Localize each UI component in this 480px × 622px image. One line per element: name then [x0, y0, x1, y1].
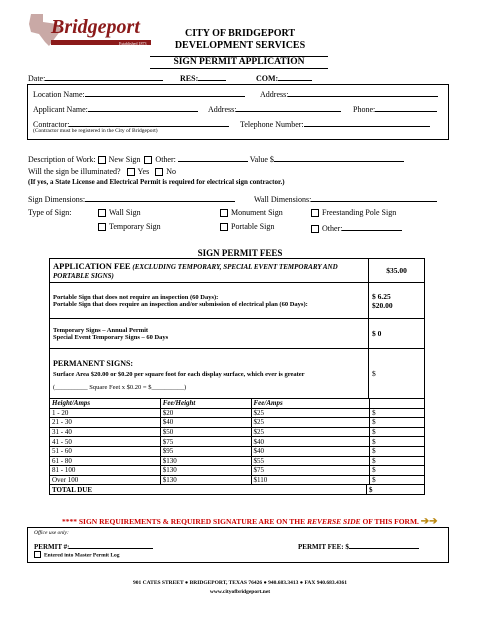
- temporary-amount: $ 0: [369, 319, 425, 349]
- fee-amps-cell: $40: [251, 437, 370, 447]
- other-work-checkbox[interactable]: [144, 156, 152, 164]
- type-of-sign-label: Type of Sign:: [28, 208, 72, 217]
- amps-header-height: Height/Amps: [50, 399, 161, 408]
- application-fee-row: [50, 259, 425, 283]
- other-sign-option[interactable]: [311, 222, 402, 234]
- telephone-field[interactable]: [240, 118, 430, 129]
- permanent-signs-desc: Surface Area $20.00 or $0.20 per square foot for each display surface, which ever is greater: [53, 370, 305, 378]
- fee-height-cell: $95: [160, 446, 251, 456]
- amps-range-cell: 41 - 50: [50, 437, 161, 447]
- wall-sign-checkbox[interactable]: [98, 209, 106, 217]
- temporary-fee-row: [50, 319, 425, 349]
- amps-row: [50, 418, 425, 428]
- applicant-info-box: [27, 84, 449, 140]
- freestanding-sign-label: Freestanding Pole Sign: [322, 208, 397, 217]
- sign-dimensions-field[interactable]: [28, 193, 235, 204]
- amps-amount-cell: $: [370, 427, 425, 437]
- portable-fee-row: [50, 283, 425, 319]
- amps-amount-cell: $: [370, 446, 425, 456]
- fee-amps-cell: $25: [251, 418, 370, 428]
- location-name-field[interactable]: [33, 88, 245, 99]
- office-use-box: [27, 527, 449, 563]
- page-title: SIGN PERMIT APPLICATION: [150, 56, 328, 69]
- com-field[interactable]: [256, 72, 312, 83]
- address-field-2[interactable]: [208, 103, 341, 114]
- res-field[interactable]: [180, 72, 226, 83]
- address-label-1: Address:: [260, 90, 289, 99]
- amps-row: [50, 437, 425, 447]
- contractor-note: (Contractor must be registered in the City of Bridgeport): [33, 128, 158, 134]
- total-due-amount: $: [367, 485, 425, 494]
- sign-dimensions-label: Sign Dimensions:: [28, 195, 86, 204]
- other-work-input[interactable]: [178, 153, 248, 162]
- logo-wordmark: Bridgeport: [51, 16, 140, 38]
- footer-address: 901 CATES STREET ● BRIDGEPORT, TEXAS 76426 ● 940.683.3413 ● FAX 940.683.4361: [132, 580, 347, 586]
- amps-amount-cell: $: [370, 418, 425, 428]
- fee-amps-cell: $55: [251, 456, 370, 466]
- monument-sign-option[interactable]: [220, 208, 283, 218]
- portable-no-inspection: Portable Sign that does not require an inspection (60 Days):: [53, 293, 219, 301]
- applicant-name-field[interactable]: [33, 103, 198, 114]
- amps-range-cell: 1 - 20: [50, 408, 161, 418]
- amps-amount-cell: $: [370, 456, 425, 466]
- phone-label: Phone:: [353, 105, 376, 114]
- total-due-label: TOTAL DUE: [50, 485, 367, 494]
- illuminated-no-checkbox[interactable]: [155, 168, 163, 176]
- fee-height-cell: $20: [160, 408, 251, 418]
- portable-amount-1: $ 6.25: [372, 291, 391, 301]
- monument-sign-label: Monument Sign: [231, 208, 283, 217]
- fee-amps-cell: $40: [251, 446, 370, 456]
- amps-amount-cell: $: [370, 466, 425, 476]
- amps-range-cell: 51 - 60: [50, 446, 161, 456]
- other-sign-label: Other:: [322, 224, 343, 233]
- permanent-signs-amount: $: [369, 349, 425, 399]
- header-line-1: CITY OF BRIDGEPORT: [184, 28, 296, 39]
- applicant-name-label: Applicant Name:: [33, 105, 88, 114]
- amps-row: [50, 466, 425, 476]
- wall-sign-option[interactable]: [98, 208, 141, 218]
- amps-header-fee-amps: Fee/Amps: [251, 399, 370, 408]
- permanent-signs-row: [50, 349, 425, 399]
- amps-row: [50, 456, 425, 466]
- illumination-row: [28, 167, 176, 177]
- double-arrow-icon: ➔➔: [420, 516, 438, 527]
- amps-row: [50, 408, 425, 418]
- other-sign-checkbox[interactable]: [311, 225, 319, 233]
- amps-amount-cell: $: [370, 437, 425, 447]
- fee-amps-cell: $110: [251, 475, 370, 485]
- amps-row: [50, 446, 425, 456]
- total-due-row: [49, 485, 425, 495]
- contractor-label: Contractor:: [33, 120, 70, 129]
- freestanding-sign-checkbox[interactable]: [311, 209, 319, 217]
- temporary-sign-label: Temporary Sign: [109, 222, 161, 231]
- amps-range-cell: 21 - 30: [50, 418, 161, 428]
- portable-amount-2: $20.00: [372, 300, 393, 310]
- master-log-checkbox[interactable]: [34, 551, 41, 558]
- yes-label: Yes: [137, 167, 150, 176]
- amps-range-cell: 61 - 80: [50, 456, 161, 466]
- fee-height-cell: $130: [160, 456, 251, 466]
- address-field-1[interactable]: [260, 88, 438, 99]
- monument-sign-checkbox[interactable]: [220, 209, 228, 217]
- new-sign-checkbox[interactable]: [98, 156, 106, 164]
- portable-sign-option[interactable]: [220, 222, 274, 232]
- application-fee-label: APPLICATION FEE: [53, 261, 131, 271]
- amps-row: [50, 475, 425, 485]
- fee-amps-cell: $25: [251, 408, 370, 418]
- fees-table: [49, 258, 425, 495]
- amps-range-cell: 31 - 40: [50, 427, 161, 437]
- freestanding-sign-option[interactable]: [311, 208, 396, 218]
- permit-number-label: PERMIT #:: [34, 543, 70, 551]
- portable-inspection: Portable Sign that does require an inspection and/or submission of electrical plan (60 Days):: [53, 300, 308, 308]
- header-line-2: DEVELOPMENT SERVICES: [174, 40, 306, 51]
- temporary-special-event: Special Event Temporary Signs – 60 Days: [53, 333, 169, 341]
- date-label: Date:: [28, 74, 46, 83]
- wall-sign-label: Wall Sign: [109, 208, 141, 217]
- amps-header-row: [50, 399, 425, 408]
- description-of-work-row: [28, 153, 404, 165]
- reverse-side-notice: **** SIGN REQUIREMENTS & REQUIRED SIGNATURE ARE ON THE REVERSE SIDE OF THIS FORM. ➔➔: [62, 516, 438, 527]
- fee-height-cell: $40: [160, 418, 251, 428]
- temporary-sign-checkbox[interactable]: [98, 223, 106, 231]
- no-label: No: [166, 167, 176, 176]
- illumination-question: Will the sign be illuminated?: [28, 167, 121, 176]
- res-label: RES:: [180, 74, 199, 83]
- new-sign-label: New Sign: [108, 155, 141, 164]
- reverse-side-emphasis: REVERSE SIDE: [306, 517, 361, 526]
- amps-header-fee-height: Fee/Height: [160, 399, 251, 408]
- com-label: COM:: [256, 74, 279, 83]
- other-work-label: Other:: [155, 155, 176, 164]
- illumination-note: (If yes, a State License and Electrical Permit is required for electrical sign contractor.): [28, 178, 285, 186]
- master-log-label: Entered into Master Permit Log: [44, 552, 120, 559]
- office-use-label: Office use only:: [34, 530, 69, 536]
- fee-amps-cell: $25: [251, 427, 370, 437]
- permit-fee-field[interactable]: [298, 540, 419, 551]
- illuminated-yes-checkbox[interactable]: [127, 168, 135, 176]
- phone-field[interactable]: [353, 103, 437, 114]
- application-fee-amount: $35.00: [369, 259, 425, 283]
- address-label-2: Address:: [208, 105, 237, 114]
- fee-height-cell: $75: [160, 437, 251, 447]
- height-amps-table: [49, 399, 425, 485]
- master-log-option[interactable]: [34, 551, 120, 559]
- permanent-signs-title: PERMANENT SIGNS:: [53, 358, 134, 368]
- fee-height-cell: $130: [160, 466, 251, 476]
- permit-number-field[interactable]: [34, 540, 153, 551]
- logo-tagline: Established 1873: [119, 41, 147, 46]
- location-name-label: Location Name:: [33, 90, 85, 99]
- temporary-annual: Temporary Signs – Annual Permit: [53, 326, 149, 334]
- fee-height-cell: $50: [160, 427, 251, 437]
- amps-amount-cell: $: [370, 475, 425, 485]
- wall-dimensions-field[interactable]: [254, 193, 437, 204]
- temporary-sign-option[interactable]: [98, 222, 161, 232]
- portable-sign-checkbox[interactable]: [220, 223, 228, 231]
- work-label: Description of Work:: [28, 155, 96, 164]
- fee-amps-cell: $75: [251, 466, 370, 476]
- portable-sign-label: Portable Sign: [231, 222, 275, 231]
- value-label: Value $: [249, 155, 274, 164]
- permit-fee-label: PERMIT FEE: $: [298, 543, 349, 551]
- fee-height-cell: $130: [160, 475, 251, 485]
- amps-amount-cell: $: [370, 408, 425, 418]
- amps-range-cell: Over 100: [50, 475, 161, 485]
- application-fee-note: (EXCLUDING TEMPORARY, SPECIAL EVENT TEMPORARY AND PORTABLE SIGNS): [53, 263, 338, 280]
- fees-title: SIGN PERMIT FEES: [197, 248, 283, 258]
- telephone-label: Telephone Number:: [240, 120, 304, 129]
- amps-row: [50, 427, 425, 437]
- value-input[interactable]: [274, 153, 404, 162]
- permanent-signs-calc: (__________ Square Feet x $0.20 = $__________): [53, 383, 187, 391]
- amps-range-cell: 81 - 100: [50, 466, 161, 476]
- date-field[interactable]: [28, 72, 163, 83]
- footer-website[interactable]: www.cityofbridgeport.net: [209, 589, 271, 595]
- wall-dimensions-label: Wall Dimensions:: [254, 195, 312, 204]
